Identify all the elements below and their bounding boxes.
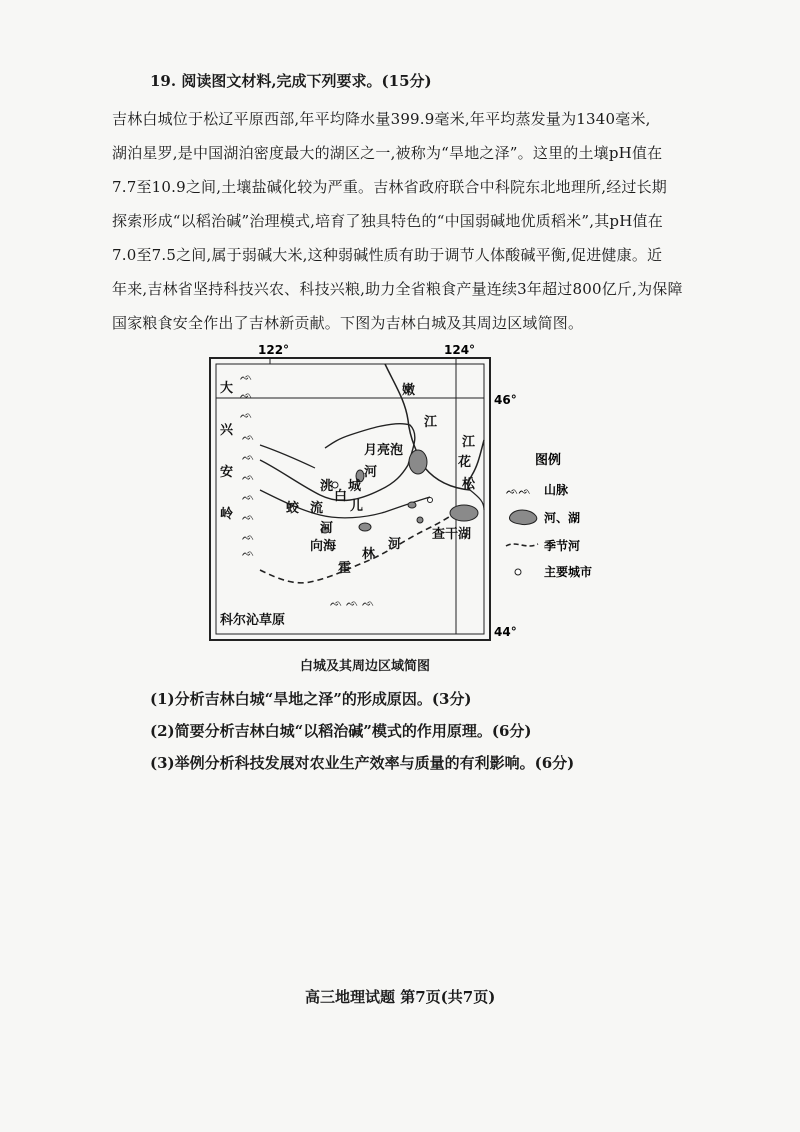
svg-text:ᨒ: ᨒ (242, 532, 255, 543)
paragraph-line-5: 7.0至7.5之间,属于弱碱大米,这种弱碱性质有助于调节人体酸碱平衡,促进健康。近 (112, 246, 663, 264)
label-nen-2: 江 (424, 415, 438, 430)
legend-mountain-icon: ᨒᨒ (506, 486, 531, 497)
paragraph-line-7: 国家粮食安全作出了吉林新贡献。下图为吉林白城及其周边区域简图。 (112, 314, 584, 332)
paragraph-line-2: 湖泊星罗,是中国湖泊密度最大的湖区之一,被称为“旱地之泽”。这里的土壤pH值在 (112, 144, 663, 162)
label-cheng: 城 (348, 479, 362, 494)
legend-seasonal-label: 季节河 (544, 539, 581, 553)
lat-label-44: 44° (494, 625, 517, 639)
lat-label-46: 46° (494, 393, 517, 407)
legend-city-icon (515, 569, 521, 575)
paragraph-line-3: 7.7至10.9之间,土壤盐碱化较为严重。吉林省政府联合中科院东北地理所,经过长期 (112, 178, 667, 196)
label-xianghai: 向海 (310, 539, 337, 554)
legend-title: 图例 (535, 453, 562, 468)
label-horqin: 科尔沁草原 (220, 613, 286, 628)
lon-label-124: 124° (444, 343, 476, 357)
label-song-3: 松 (462, 477, 476, 492)
legend-seasonal-icon (506, 544, 538, 546)
svg-text:ᨒ: ᨒ (362, 598, 375, 609)
paragraph-line-6: 年来,吉林省坚持科技兴农、科技兴粮,助力全省粮食产量连续3年超过800亿斤,为保障 (112, 280, 683, 298)
page-footer: 高三地理试题 第7页(共7页) (305, 988, 496, 1006)
label-song-1: 江 (462, 435, 476, 450)
label-bai: 白 (334, 489, 348, 504)
label-yueliangpao: 月亮泡 (364, 443, 404, 458)
label-jiao-he: 河 (320, 521, 334, 536)
label-song-2: 花 (458, 455, 472, 470)
label-daxing-4: 岭 (220, 507, 234, 522)
huolin-seasonal-river (260, 510, 460, 583)
sub-question-3: (3)举例分析科技发展对农业生产效率与质量的有利影响。(6分) (150, 754, 575, 772)
legend-lake-label: 河、湖 (544, 511, 581, 525)
label-daxing-2: 兴 (220, 423, 234, 438)
city-marker (428, 498, 433, 503)
small-lake-2 (359, 523, 371, 531)
label-huo: 霍 (338, 561, 352, 576)
map-figure (180, 340, 640, 660)
yueliangpao-lake (409, 450, 427, 474)
legend-mountain-label: 山脉 (544, 483, 569, 497)
svg-text:ᨒ: ᨒ (242, 492, 255, 503)
svg-text:ᨒ: ᨒ (240, 410, 253, 421)
svg-text:ᨒ: ᨒ (330, 598, 343, 609)
svg-text:ᨒ: ᨒ (240, 390, 253, 401)
label-he: 河 (364, 465, 378, 480)
small-lake-4 (417, 517, 423, 523)
map-svg (180, 340, 640, 660)
svg-text:ᨒ: ᨒ (346, 598, 359, 609)
lon-label-122: 122° (258, 343, 290, 357)
label-chaganhu: 查干湖 (432, 527, 472, 542)
legend-city-label: 主要城市 (544, 565, 593, 579)
svg-text:ᨒ: ᨒ (242, 472, 255, 483)
svg-text:ᨒ: ᨒ (242, 548, 255, 559)
sub-question-1: (1)分析吉林白城“旱地之泽”的形成原因。(3分) (150, 690, 472, 708)
paragraph-line-1: 吉林白城位于松辽平原西部,年平均降水量399.9毫米,年平均蒸发量为1340毫米, (112, 110, 651, 128)
label-tao: 洮 (320, 479, 334, 494)
question-header: 19. 阅读图文材料,完成下列要求。(15分) (150, 72, 432, 90)
label-jiao: 蛟 (286, 501, 300, 516)
label-liu: 流 (310, 501, 324, 516)
svg-text:ᨒ: ᨒ (242, 432, 255, 443)
svg-text:ᨒ: ᨒ (240, 372, 253, 383)
label-daxing-1: 大 (220, 381, 234, 396)
label-lin: 林 (362, 547, 376, 562)
label-er: 儿 (350, 499, 364, 514)
paragraph-line-4: 探索形成“以稻治碱”治理模式,培育了独具特色的“中国弱碱地优质稻米”,其pH值在 (112, 212, 663, 230)
sub-question-2: (2)简要分析吉林白城“以稻治碱”模式的作用原理。(6分) (150, 722, 532, 740)
map-caption: 白城及其周边区域简图 (300, 659, 431, 674)
label-huolin-he: 河 (388, 537, 402, 552)
svg-text:ᨒ: ᨒ (242, 452, 255, 463)
small-lake-3 (408, 502, 416, 508)
label-nen-1: 嫩 (402, 383, 416, 398)
svg-text:ᨒ: ᨒ (242, 512, 255, 523)
legend-lake-icon (509, 510, 536, 525)
map-legend (506, 452, 592, 579)
label-daxing-3: 安 (220, 465, 234, 480)
chagan-lake (450, 505, 478, 521)
